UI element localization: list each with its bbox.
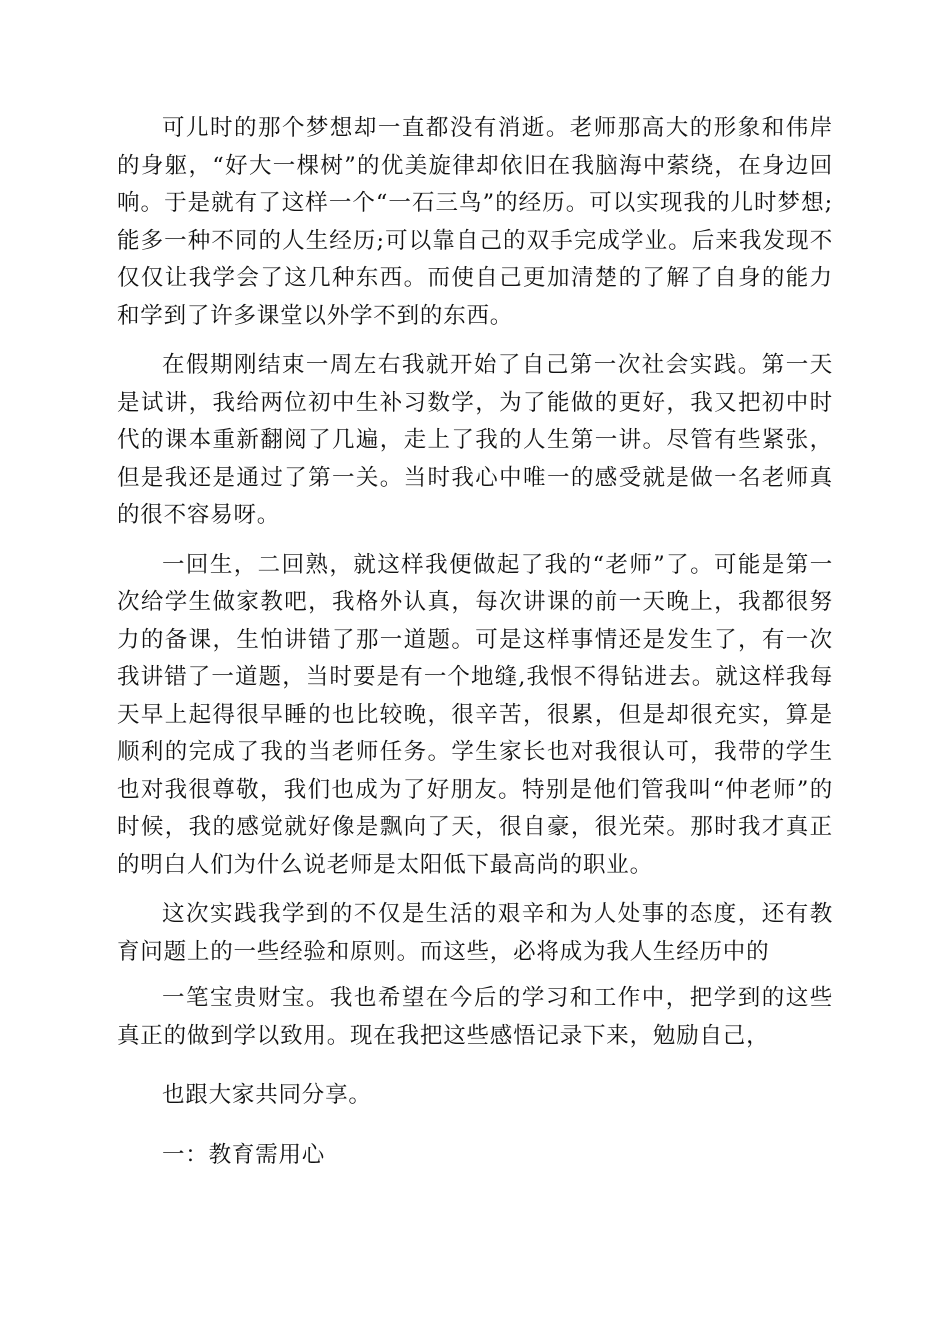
paragraph-tutoring-experience: 一回生，二回熟，就这样我便做起了我的“老师”了。可能是第一次给学生做家教吧，我格外认真，每次讲课的前一天晚上，我都很努力的备课，生怕讲错了那一道题。可是这样事情还是发生了，有一次我讲错了一道题，当时要是有一个地缝,我恨不得钻进去。就这样我每天早上起得很早睡的也比较晚，很辛苦，很累，但是却很充实，算是顺利的完成了我的当老师任务。学生家长也对我很认可，我带的学生也对我很尊敬，我们也成为了好朋友。特别是他们管我叫“仲老师”的时候，我的感觉就好像是飘向了天，很自豪，很光荣。那时我才真正的明白人们为什么说老师是太阳低下最高尚的职业。: [117, 551, 833, 878]
paragraph-first-practice: 在假期刚结束一周左右我就开始了自己第一次社会实践。第一天是试讲，我给两位初中生补习数学，为了能做的更好，我又把初中时代的课本重新翻阅了几遍，走上了我的人生第一讲。尽管有些紧张，但是我还是通过了第一关。当时我心中唯一的感受就是做一名老师真的很不容易呀。: [117, 352, 833, 528]
document-body: [117, 110, 833, 1174]
paragraph-childhood-dream: 可儿时的那个梦想却一直都没有消逝。老师那高大的形象和伟岸的身躯，“好大一棵树”的优美旋律却依旧在我脑海中萦绕，在身边回响。于是就有了这样一个“一石三鸟”的经历。可以实现我的儿时梦想;能多一种不同的人生经历;可以靠自己的双手完成学业。后来我发现不仅仅让我学会了这几种东西。而使自己更加清楚的了解了自身的能力和学到了许多课堂以外学不到的东西。: [117, 115, 833, 329]
paragraph-lessons-learned: 这次实践我学到的不仅是生活的艰辛和为人处事的态度，还有教育问题上的一些经验和原则。而这些，必将成为我人生经历中的: [117, 901, 833, 965]
section-heading-education: 一：教育需用心: [162, 1141, 326, 1168]
paragraph-precious-treasure: 一笔宝贵财宝。我也希望在今后的学习和工作中，把学到的这些真正的做到学以致用。现在我把这些感悟记录下来，勉励自己，: [117, 985, 833, 1049]
paragraph-share: 也跟大家共同分享。: [162, 1082, 372, 1108]
